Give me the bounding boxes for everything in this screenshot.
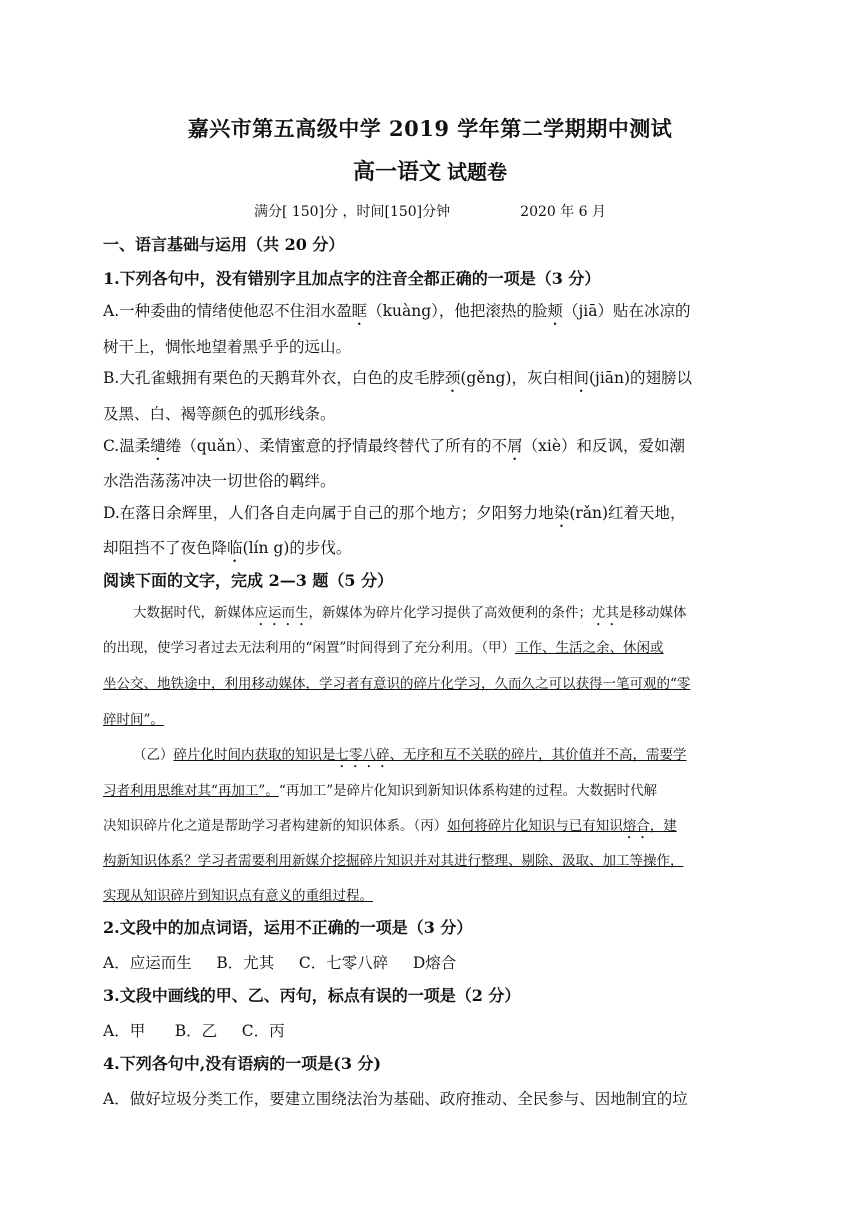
q1-option-a-line1: [103, 301, 763, 329]
underlined-text: 工作、生活之余、休闲或: [515, 640, 664, 656]
text-span: （kuàng），他把滚热的脸: [367, 302, 548, 320]
dotted-char: 间: [573, 369, 589, 387]
paper-label: 试题卷: [447, 160, 507, 184]
q2-stem: 2.文段中的加点词语，运用不正确的一项是（3 分）: [103, 918, 473, 937]
subject-label: 高一语文: [352, 159, 441, 185]
exam-date: 2020 年 6 月: [520, 204, 607, 220]
reading-p1-line2: [103, 638, 763, 658]
text-span: A.一种委曲的情绪使他忍不住泪水盈: [103, 302, 352, 320]
text-span: （xiè）和反讽，爱如潮: [522, 437, 686, 455]
reading-p2-line2: [103, 781, 763, 801]
dotted-word: 尤其: [592, 605, 619, 621]
dotted-char: 颈: [444, 369, 461, 387]
text-span: 绻（quǎn）、柔情蜜意的抒情最终替代了所有的不: [165, 437, 508, 455]
reading-instruction: 阅读下面的文字，完成 2—3 题（5 分）: [103, 571, 394, 590]
q1-option-b-line2: 及黑、白、褐等颜色的弧形线条。: [103, 405, 336, 423]
text-span: D.在落日余辉里，人们各自走向属于自己的那个地方；夕阳努力地: [103, 504, 554, 522]
text-span: 却阻挡不了夜色降: [103, 539, 228, 557]
text-span: 决知识碎片化之道是帮助学习者构建新的知识体系。（丙）: [103, 818, 448, 834]
underlined-text: 、无序和互不关联的碎片，其价值并不高，需要学: [389, 747, 687, 763]
dotted-char: 屑: [507, 437, 523, 455]
q4-stem: 4.下列各句中,没有语病的一项是(3 分): [103, 1054, 382, 1073]
q1-option-c-line1: [103, 436, 763, 464]
dotted-char: 眶: [351, 302, 368, 320]
dotted-word: 应运而生: [254, 605, 309, 621]
q1-option-c-line2: 水浩浩荡荡冲决一切世俗的羁绊。: [103, 472, 336, 490]
q2-options: A．应运而生 B．尤其 C．七零八碎 D熔合: [103, 954, 457, 972]
text-span: 的出现，使学习者过去无法利用的“闲置”时间得到了充分利用。（甲）: [103, 640, 516, 656]
text-span: (lín g)的步伐。: [242, 539, 352, 557]
reading-p1-line4: 碎时间”。: [103, 712, 164, 728]
text-span: 是移动媒体: [619, 605, 687, 621]
q4-option-a-line1: A．做好垃圾分类工作，要建立围绕法治为基础、政府推动、全民参与、因地制宜的垃: [103, 1090, 688, 1108]
text-span: （jiā）贴在冰凉的: [562, 302, 691, 320]
q3-options: A．甲 B．乙 C．丙: [103, 1022, 285, 1040]
text-span: “再加工”是碎片化知识到新知识体系构建的过程。大数据时代解: [278, 783, 658, 799]
dotted-char: 颊: [547, 302, 563, 320]
q3-stem: 3.文段中画线的甲、乙、丙句，标点有误的一项是（2 分）: [103, 986, 521, 1005]
exam-title: 嘉兴市第五高级中学 2019 学年第二学期期中测试: [187, 116, 673, 141]
q1-option-a-line2: 树干上，惆怅地望着黑乎乎的远山。: [103, 338, 352, 356]
q1-option-d-line1: [103, 503, 763, 531]
exam-info: [0, 201, 860, 221]
text-span: (rǎn)红着天地，: [569, 504, 686, 522]
text-span: (jiān)的翅膀以: [588, 369, 693, 387]
reading-p2-line4: 构新知识体系？学习者需要利用新媒介挖掘碎片知识并对其进行整理、剔除、汲取、加工等操作，: [103, 853, 684, 869]
reading-p2-line5: 实现从知识碎片到知识点有意义的重组过程。: [103, 888, 373, 904]
q1-option-b-line1: [103, 368, 763, 396]
underlined-text: 习者利用思维对其“再加工”。: [103, 783, 279, 799]
text-span: (gěng)，灰白相: [460, 369, 574, 387]
underlined-text: 如何将碎片化知识与已有知识: [447, 818, 623, 834]
reading-p1-line1: [103, 603, 793, 629]
text-span: B.大孔雀蛾拥有栗色的天鹅茸外衣，白色的皮毛脖: [103, 369, 445, 387]
reading-p1-line3: 坐公交、地铁途中，利用移动媒体，学习者有意识的碎片化学习，久而久之可以获得一笔可观的“零: [103, 676, 691, 692]
dotted-word: 熔合: [622, 818, 650, 834]
reading-p2-line3: [103, 816, 763, 842]
exam-subtitle: [0, 155, 860, 186]
text-span: （乙）: [133, 747, 174, 763]
dotted-word: 七零八碎: [335, 747, 390, 763]
score-time: 满分[ 150]分 ，时间[150]分钟: [253, 204, 451, 220]
underlined-text: ，建: [649, 818, 677, 834]
q1-option-d-line2: [103, 538, 763, 566]
reading-p2-line1: [103, 745, 793, 771]
text-span: C.温柔: [103, 437, 151, 455]
text-span: ，新媒体为碎片化学习提供了高效便利的条件；: [308, 605, 592, 621]
dotted-char: 临: [227, 539, 243, 557]
underlined-text: 碎片化时间内获取的知识是: [173, 747, 336, 763]
section1-heading: 一、语言基础与运用（共 20 分）: [103, 235, 345, 254]
dotted-char: 缱: [150, 437, 166, 455]
q1-stem: 1.下列各句中，没有错别字且加点字的注音全都正确的一项是（3 分）: [103, 269, 601, 288]
dotted-char: 染: [553, 504, 570, 522]
text-span: 大数据时代，新媒体: [133, 605, 255, 621]
